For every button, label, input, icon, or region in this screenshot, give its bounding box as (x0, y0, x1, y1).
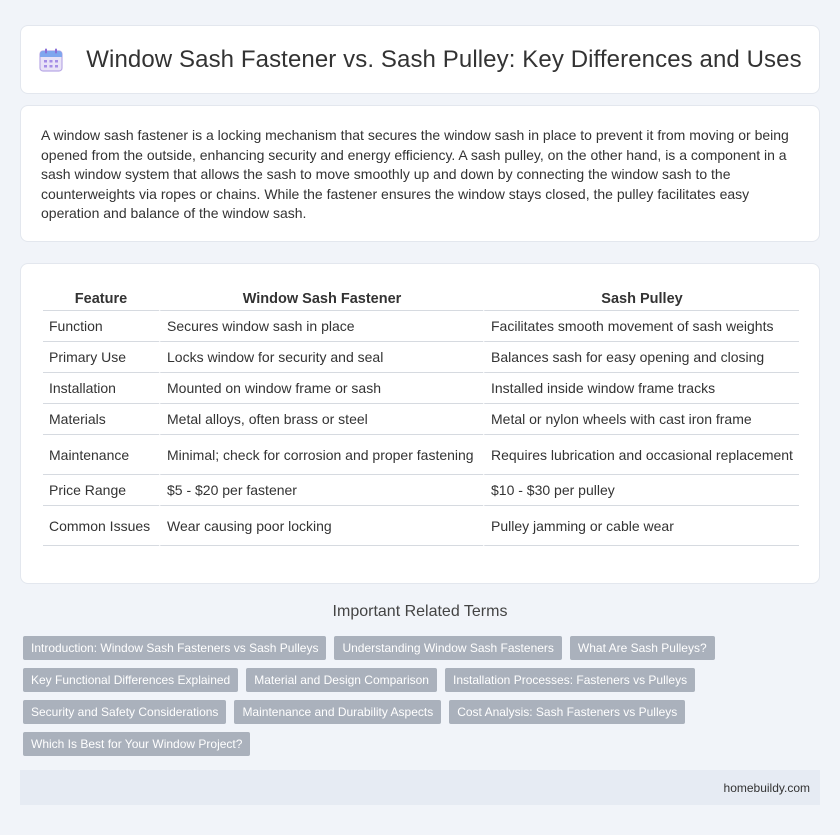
table-row (43, 404, 799, 435)
pulley-cell: Requires lubrication and occasional replacement (483, 435, 799, 475)
fastener-cell: Secures window sash in place (159, 311, 483, 342)
header-sash-pulley: Sash Pulley (483, 285, 799, 311)
fastener-cell: Mounted on window frame or sash (159, 373, 483, 404)
related-tag[interactable]: Installation Processes: Fasteners vs Pulleys (445, 668, 695, 692)
row-label: Materials (43, 404, 159, 435)
footer-site-link[interactable]: homebuildy.com (723, 780, 810, 795)
table-row (43, 475, 799, 506)
row-label: Price Range (43, 475, 159, 506)
calendar-icon (38, 47, 64, 73)
table-header-row (43, 285, 799, 311)
related-tag[interactable]: Key Functional Differences Explained (23, 668, 238, 692)
fastener-cell: Minimal; check for corrosion and proper fastening (159, 435, 483, 475)
related-tag[interactable]: What Are Sash Pulleys? (570, 636, 715, 660)
intro-card (20, 105, 820, 242)
comparison-table (43, 285, 799, 546)
pulley-cell: Balances sash for easy opening and closing (483, 342, 799, 373)
related-tag[interactable]: Introduction: Window Sash Fasteners vs Sash Pulleys (23, 636, 326, 660)
related-tag[interactable]: Cost Analysis: Sash Fasteners vs Pulleys (449, 700, 685, 724)
row-label: Installation (43, 373, 159, 404)
page-title: Window Sash Fastener vs. Sash Pulley: Key Differences and Uses (86, 45, 802, 73)
related-tag[interactable]: Which Is Best for Your Window Project? (23, 732, 250, 756)
related-tag[interactable]: Understanding Window Sash Fasteners (334, 636, 561, 660)
row-label: Common Issues (43, 506, 159, 546)
header-feature: Feature (43, 285, 159, 311)
row-label: Maintenance (43, 435, 159, 475)
fastener-cell: Locks window for security and seal (159, 342, 483, 373)
fastener-cell: Wear causing poor locking (159, 506, 483, 546)
fastener-cell: $5 - $20 per fastener (159, 475, 483, 506)
pulley-cell: Metal or nylon wheels with cast iron frame (483, 404, 799, 435)
comparison-table-card (20, 263, 820, 584)
related-tag[interactable]: Maintenance and Durability Aspects (234, 700, 441, 724)
related-tags (23, 636, 823, 756)
pulley-cell: Pulley jamming or cable wear (483, 506, 799, 546)
table-row (43, 506, 799, 546)
related-tag[interactable]: Security and Safety Considerations (23, 700, 226, 724)
intro-text: A window sash fastener is a locking mechanism that secures the window sash in place to prevent it from moving or being opened from the outside, enhancing security and energy efficiency. A sash pulley, on the other hand, is a component in a sash window system that allows the sash to move smoothly up and down by connecting the window sash to the counterweights via ropes or chains. While the fastener ensures the window stays closed, the pulley facilitates easy operation and balance of the window sash. (41, 127, 789, 222)
related-terms-title: Important Related Terms (332, 603, 508, 620)
footer (20, 770, 820, 805)
table-row (43, 311, 799, 342)
table-row (43, 435, 799, 475)
related-tag[interactable]: Material and Design Comparison (246, 668, 437, 692)
row-label: Primary Use (43, 342, 159, 373)
fastener-cell: Metal alloys, often brass or steel (159, 404, 483, 435)
header-window-sash-fastener: Window Sash Fastener (159, 285, 483, 311)
header-card (20, 25, 820, 94)
pulley-cell: $10 - $30 per pulley (483, 475, 799, 506)
table-row (43, 373, 799, 404)
pulley-cell: Installed inside window frame tracks (483, 373, 799, 404)
row-label: Function (43, 311, 159, 342)
pulley-cell: Facilitates smooth movement of sash weights (483, 311, 799, 342)
table-row (43, 342, 799, 373)
